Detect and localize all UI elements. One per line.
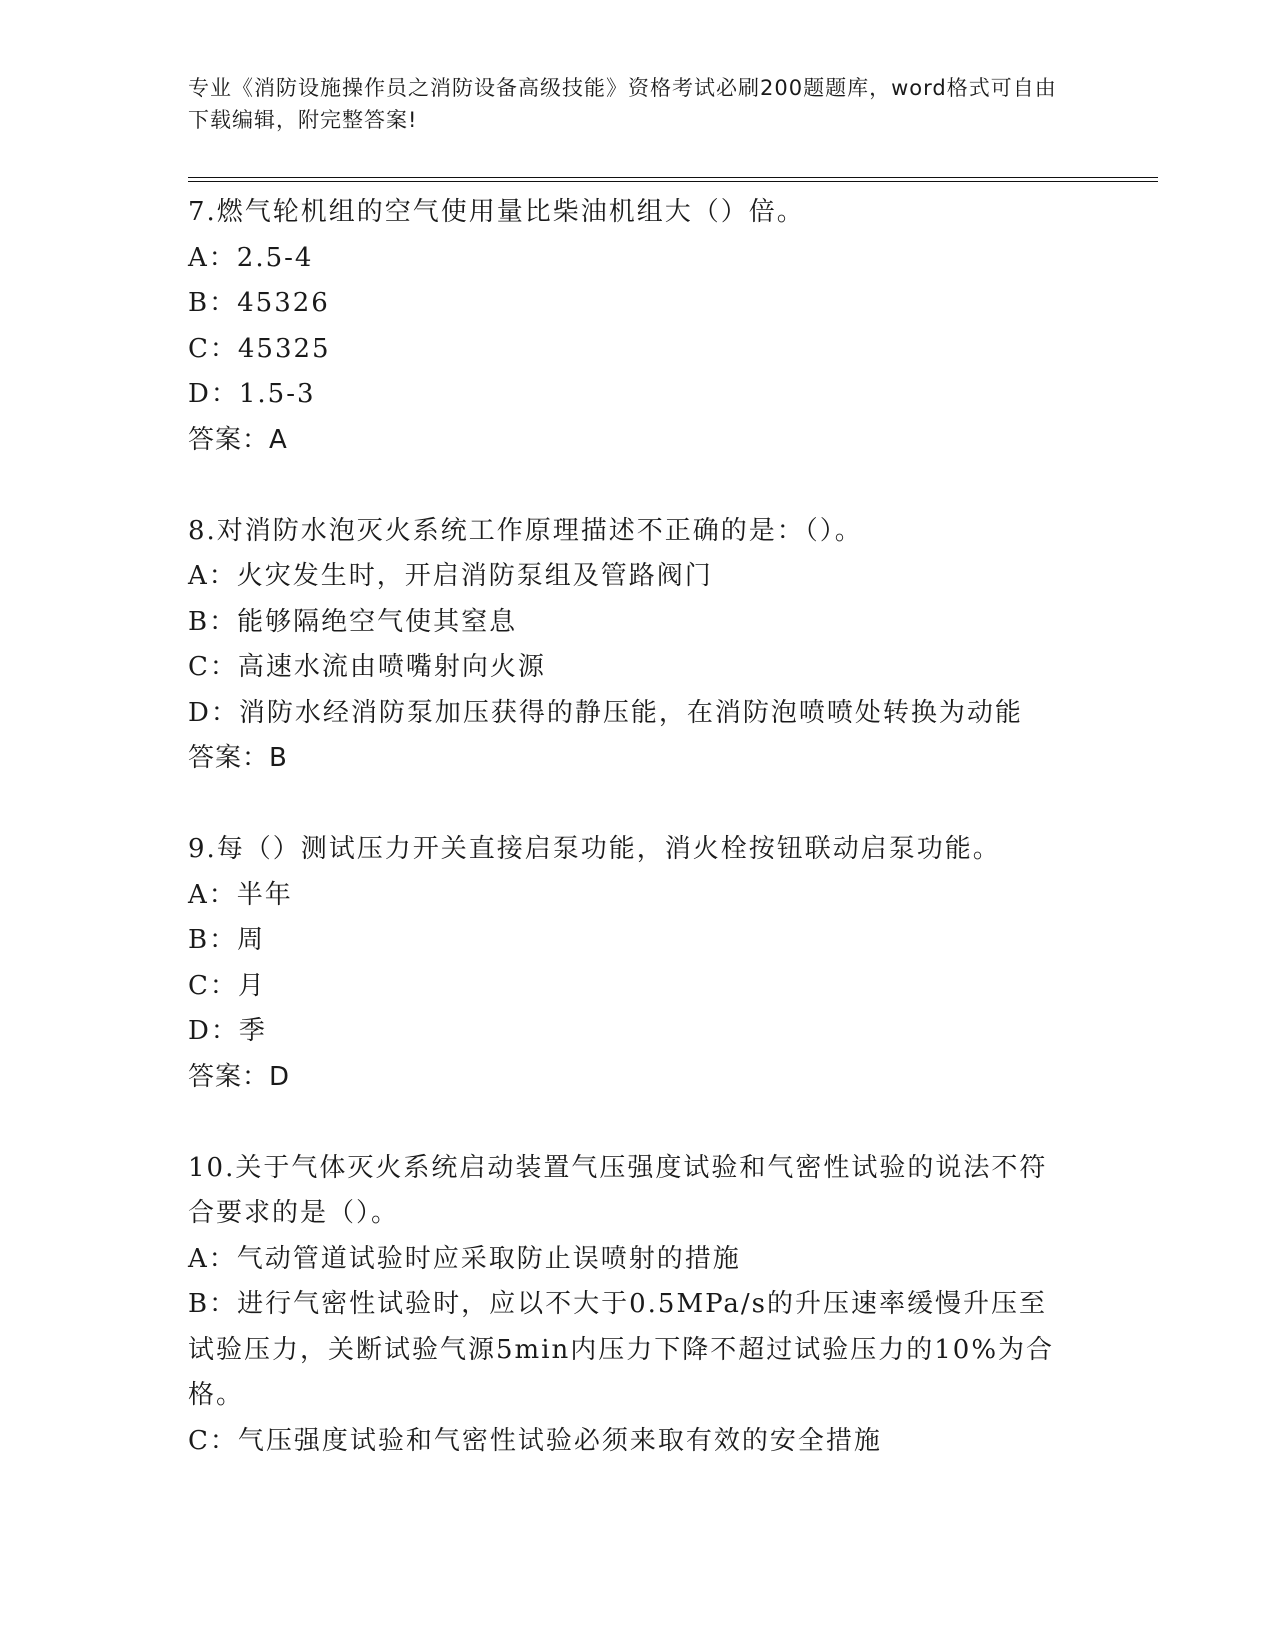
option-b: B：能够隔绝空气使其窒息 — [188, 606, 518, 637]
spacer — [188, 463, 1078, 509]
option-c: C：45325 — [188, 333, 331, 364]
question-7 — [188, 190, 1078, 463]
option-a: A：2.5-4 — [188, 242, 314, 273]
option-c: C：月 — [188, 970, 266, 1001]
option-d: D：消防水经消防泵加压获得的静压能，在消防泡喷喷处转换为动能 — [188, 697, 1023, 728]
question-stem: 9.每（）测试压力开关直接启泵功能，消火栓按钮联动启泵功能。 — [188, 834, 1001, 864]
header-divider-top — [188, 177, 1158, 178]
header-divider-bottom — [188, 181, 1158, 182]
option-d: D：1.5-3 — [188, 379, 316, 409]
question-8 — [188, 509, 1078, 782]
option-b: B：进行气密性试验时，应以不大于0.5MPa/s的升压速率缓慢升压至试验压力，关断试验气源5min内压力下降不超过试验压力的10%为合格。 — [188, 1289, 1055, 1410]
question-stem: 7.燃气轮机组的空气使用量比柴油机组大（）倍。 — [188, 197, 805, 227]
answer: 答案：B — [188, 743, 288, 773]
option-b: B：周 — [188, 925, 266, 955]
option-c: C：气压强度试验和气密性试验必须来取有效的安全措施 — [188, 1425, 882, 1456]
option-b: B：45326 — [188, 288, 330, 318]
answer: 答案：D — [188, 1061, 291, 1092]
document-intro: 专业《消防设施操作员之消防设备高级技能》资格考试必刷200题题库，word格式可自由下载编辑，附完整答案! — [188, 76, 1057, 132]
option-c: C：高速水流由喷嘴射向火源 — [188, 652, 546, 682]
option-a: A：气动管道试验时应采取防止误喷射的措施 — [188, 1243, 741, 1274]
question-9 — [188, 827, 1078, 1100]
option-a: A：火灾发生时，开启消防泵组及管路阀门 — [188, 561, 713, 591]
answer: 答案：A — [188, 424, 288, 455]
question-stem: 8.对消防水泡灭火系统工作原理描述不正确的是：（）。 — [188, 515, 863, 546]
option-d: D：季 — [188, 1016, 267, 1046]
question-10 — [188, 1146, 1078, 1465]
spacer — [188, 782, 1078, 828]
question-list — [188, 190, 1078, 1464]
option-a: A：半年 — [188, 879, 293, 910]
spacer — [188, 1100, 1078, 1146]
question-stem: 10.关于气体灭火系统启动装置气压强度试验和气密性试验的说法不符合要求的是（）。 — [188, 1152, 1048, 1228]
